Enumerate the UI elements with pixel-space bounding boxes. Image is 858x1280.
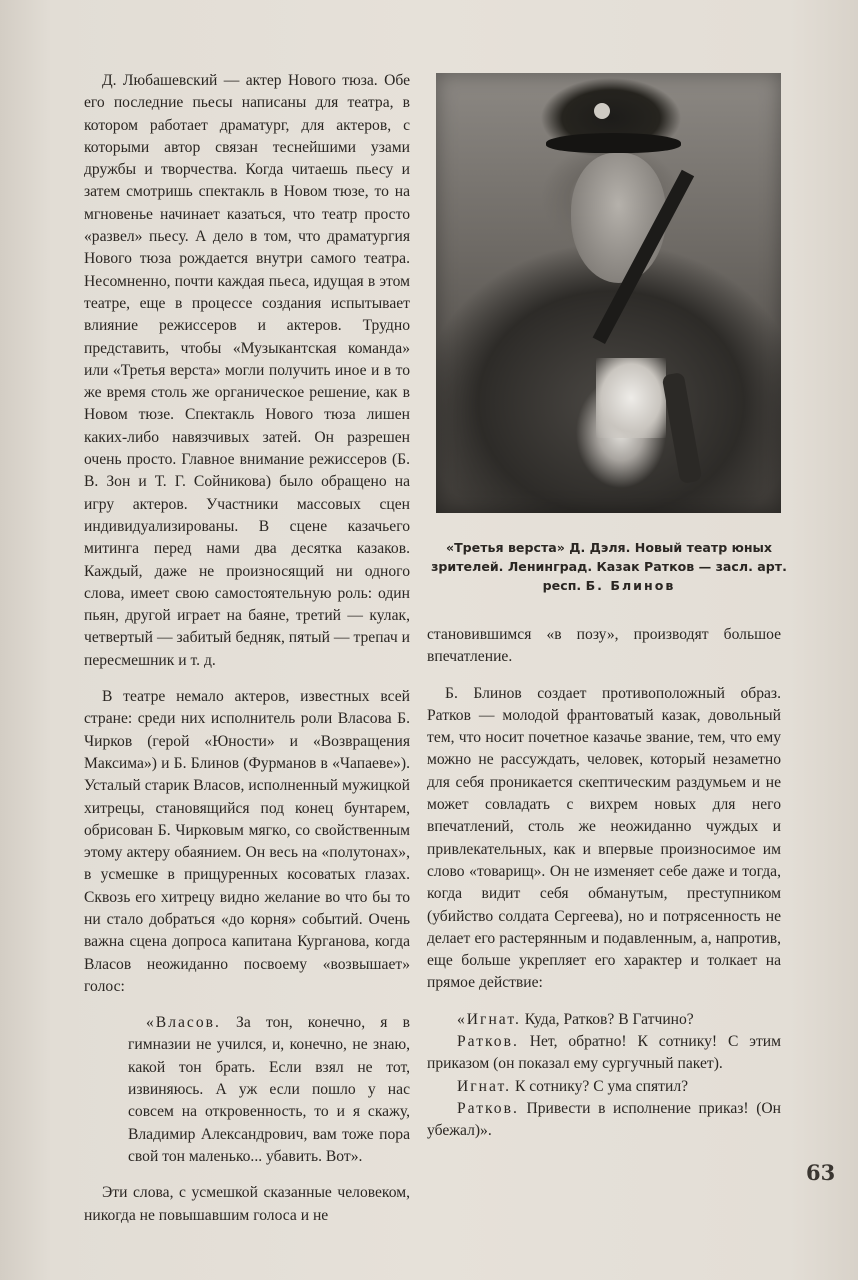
page-number: 63 <box>806 1160 836 1185</box>
caption-actor-name: Б. Блинов <box>585 578 676 593</box>
actor-photo <box>436 73 781 513</box>
dialogue-text: Нет, обратно! К сотнику! С этим приказом (он показал ему сургучный пакет). <box>427 1033 781 1073</box>
cap-shape <box>546 133 681 153</box>
speaker-name: Игнат. <box>457 1077 512 1095</box>
sword-hilt-shape <box>662 372 703 484</box>
caption-text: «Третья верста» Д. Дэля. Новый театр юных зрителей. Ленинград. Казак Ратков — засл. арт. респ. <box>431 540 787 593</box>
article-paragraph: Д. Любашевский — актер Нового тюза. Обе его последние пьесы написаны для театра, в котором работает драматург, для актеров, с которыми автор связан теснейшими узами дружбы и творчества. Когда читаешь пьесу и затем смотришь спектакль в Новом тюзе, то на мгновенье начинает казаться, что театр просто «развел» пьесу. А дело в том, что драматургия Нового тюза рождается внутри самого театра. Несомненно, почти каждая пьеса, идущая в этом театре, еще в процессе создания испытывает влияние режиссеров и актеров. Трудно представить, чтобы «Музыкантская команда» или «Третья верста» могли получить иное и в то же время столь же органическое решение, как в Новом тюзе. Спектакль Нового тюза лишен каких-либо навязчивых затей. Он разрешен очень просто. Главное внимание режиссеров (Б. В. Зон и Т. Г. Сойникова) было обращено на игру актеров. Участники массовых сцен индивидуализированы. В сцене казачьего митинга перед нами два десятка казаков. Каждый, даже не произносящий ни одного слова, имеет свою самостоятельную роль: один пьян, другой играет на баяне, третий — кулак, четвертый — забитый бедняк, пятый — трепач и пересмешник и т. д. <box>84 72 410 669</box>
face-shape <box>571 153 666 283</box>
dialogue-text: Привести в исполнение приказ! (Он убежал)». <box>427 1099 781 1140</box>
speaker-name: «Власов. <box>146 1014 221 1032</box>
dialogue-text: Куда, Ратков? В Гатчино? <box>520 1010 694 1028</box>
cockade-shape <box>594 103 610 119</box>
article-paragraph: Б. Блинов создает противоположный образ. Ратков — молодой франтоватый казак, довольный тем, что носит почетное казачье звание, тем, что ему можно не рассуждать, человек, который незаметно для себя проникается скептическим раздумьем и не может совладать с вихрем новых для него впечатлений, столь же неожиданно чуждых и привлекательных, как и впервые произносимое им слово «товарищ». Он не изменяет себе даже и тогда, когда видит себя обманутым, преступником (убийство солдата Сергеева), но и потрясенность не делает его растерянным и подавленным, а, напротив, еще больше укрепляет его характер и толкает на прямое действие: <box>427 684 781 992</box>
dialogue-line <box>427 1009 781 1031</box>
article-paragraph: становившимся «в позу», производят большое впечатление. <box>427 626 781 666</box>
dialogue-text: К сотнику? С ума спятил? <box>511 1077 689 1095</box>
left-column <box>84 70 410 1227</box>
dialogue-line <box>427 1031 781 1076</box>
speaker-name: «Игнат. <box>457 1010 521 1028</box>
quoted-dialogue <box>128 1012 410 1168</box>
article-paragraph: В театре немало актеров, известных всей стране: среди них исполнитель роли Власова Б. Чирков (герой «Юности» и «Возвращения Максима») и Б. Блинов (Фурманов в «Чапаеве»). Усталый старик Власов, исполненный мужицкой хитрецы, становящийся под конец бунтарем, обрисован Б. Чирковым мягко, со свойственным этому актеру обаянием. Он весь на «полутонах», в усмешке в прищуренных косоватых глазах. Сквозь его хитрецу видно желание во что бы то ни стало добраться «до корня» событий. Очень важна сцена допроса капитана Курганова, когда Власов неожиданно посвоему «возвышает» голос: <box>84 688 410 995</box>
dialogue-line <box>427 1076 781 1098</box>
photo-caption <box>428 538 790 595</box>
right-column <box>427 624 781 1143</box>
speaker-name: Ратков. <box>457 1099 519 1117</box>
dialogue-line <box>427 1098 781 1143</box>
article-paragraph: Эти слова, с усмешкой сказанные человеком, никогда не повышавшим голоса и не <box>84 1184 410 1224</box>
speaker-name: Ратков. <box>457 1033 519 1051</box>
quote-text: За тон, конечно, я в гимназии не учился, и, конечно, не знаю, какой тон брать. Если взял не тот, извиняюсь. А уж если пошло у нас совсем на откровенность, то и я скажу, Владимир Александрович, вам тоже пора свой тон маленько... убавить. Вот». <box>128 1014 410 1165</box>
scarf-shape <box>596 358 666 438</box>
